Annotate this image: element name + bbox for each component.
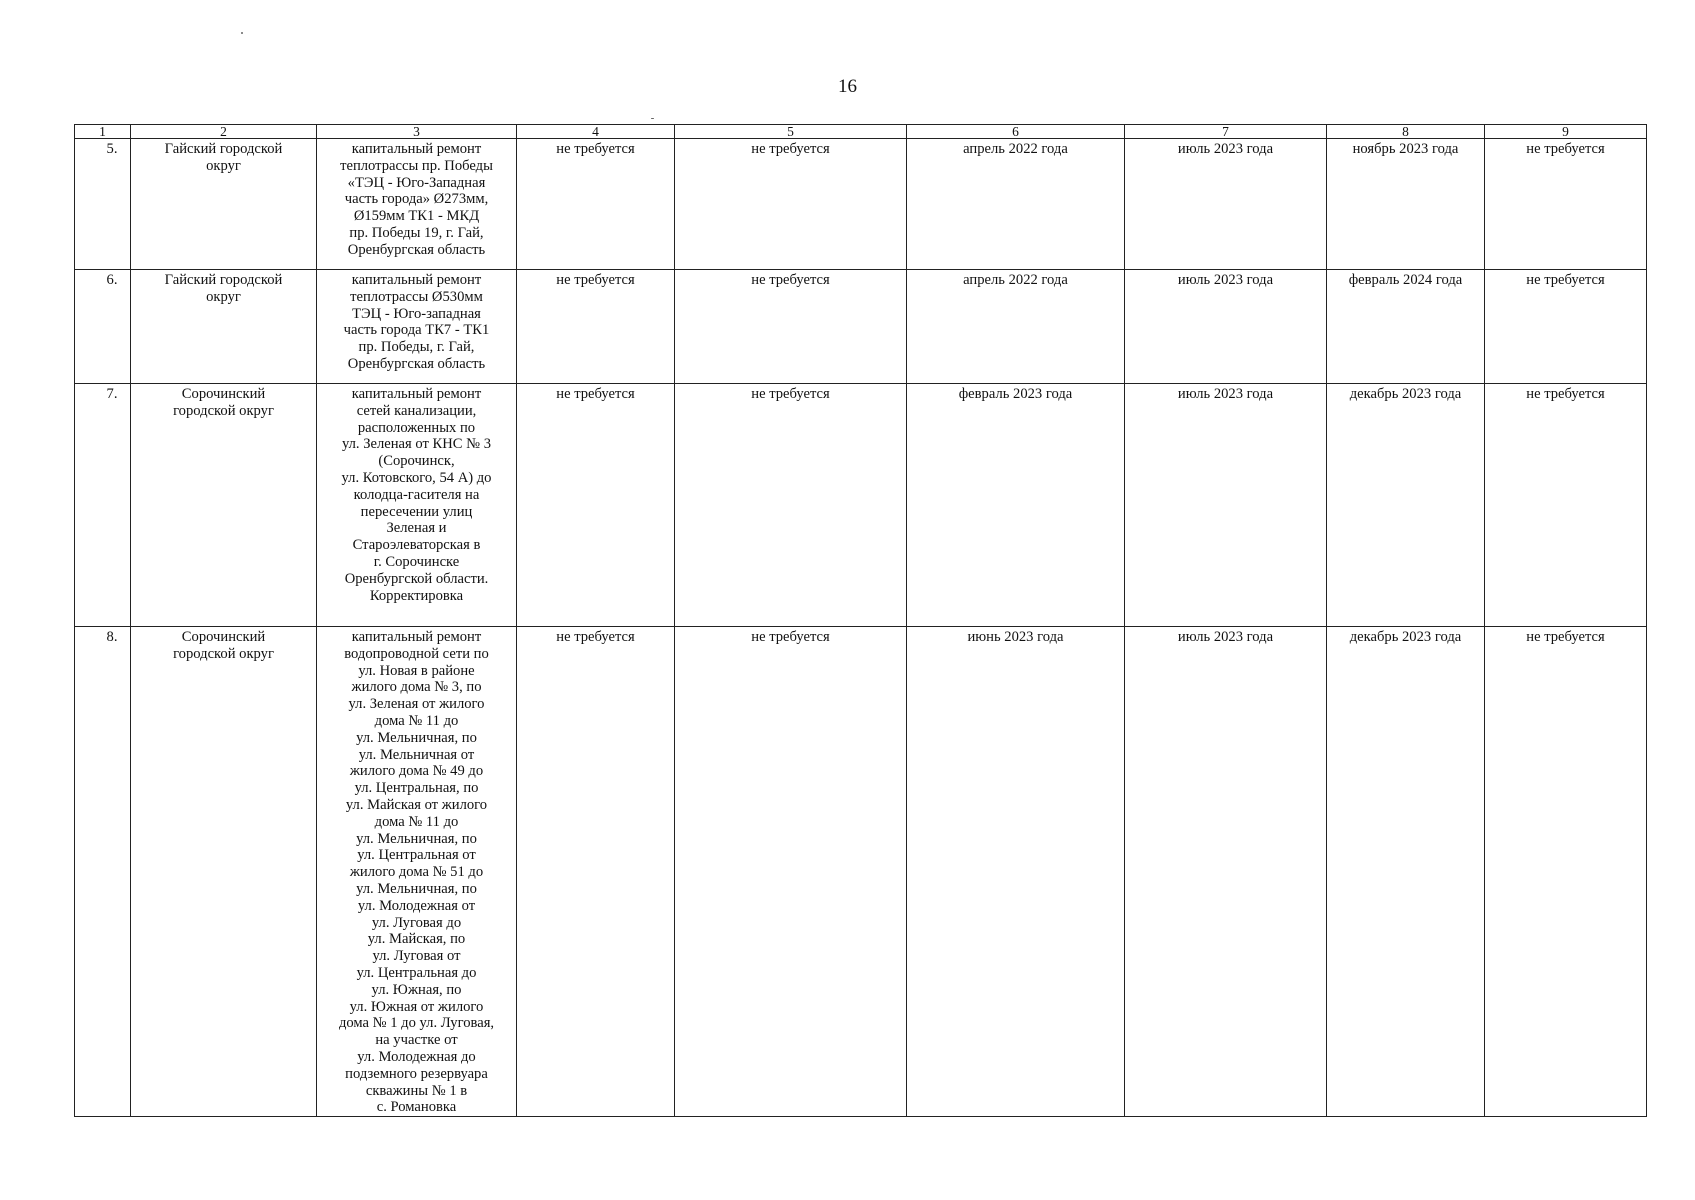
column-number: 7 [1125, 125, 1327, 139]
date-cell: декабрь 2023 года [1327, 627, 1485, 1117]
date-cell: февраль 2024 года [1327, 270, 1485, 384]
column-number: 2 [131, 125, 317, 139]
date-cell: июнь 2023 года [907, 627, 1125, 1117]
column-number: 5 [675, 125, 907, 139]
scan-speck [651, 118, 654, 119]
works-table [74, 124, 1647, 1117]
date-cell: апрель 2022 года [907, 270, 1125, 384]
page-number: 16 [838, 76, 857, 97]
district-cell: Сорочинский городской округ [131, 384, 317, 627]
column-number: 3 [317, 125, 517, 139]
description-cell: капитальный ремонт теплотрассы пр. Победы «ТЭЦ - Юго-Западная часть города» Ø273мм, Ø159мм ТК1 - МКД пр. Победы 19, г. Гай, Оренбургская область [317, 139, 517, 270]
row-number: 7. [75, 384, 131, 627]
column-number: 4 [517, 125, 675, 139]
table-row [75, 627, 1647, 1117]
row-number: 6. [75, 270, 131, 384]
status-cell: не требуется [517, 139, 675, 270]
column-number: 8 [1327, 125, 1485, 139]
table-row [75, 270, 1647, 384]
date-cell: июль 2023 года [1125, 270, 1327, 384]
description-cell: капитальный ремонт сетей канализации, расположенных по ул. Зеленая от КНС № 3 (Сорочинск, ул. Котовского, 54 А) до колодца-гасителя на пересечении улиц Зеленая и Староэлеваторская в г. Сорочинске Оренбургской области. Корректировка [317, 384, 517, 627]
status-cell: не требуется [675, 384, 907, 627]
date-cell: июль 2023 года [1125, 384, 1327, 627]
status-cell: не требуется [1485, 627, 1647, 1117]
district-cell: Гайский городской округ [131, 270, 317, 384]
table-row [75, 139, 1647, 270]
date-cell: июль 2023 года [1125, 627, 1327, 1117]
description-cell: капитальный ремонт водопроводной сети по ул. Новая в районе жилого дома № 3, по ул. Зеленая от жилого дома № 11 до ул. Мельничная, по ул. Мельничная от жилого дома № 49 до ул. Центральная, по ул. Майская от жилого дома № 11 до ул. Мельничная, по ул. Центральная от жилого дома № 51 до ул. Мельничная, по ул. Молодежная от ул. Луговая до ул. Майская, по ул. Луговая от ул. Центральная до ул. Южная, по ул. Южная от жилого дома № 1 до ул. Луговая, на участке от ул. Молодежная до подземного резервуара скважины № 1 в с. Романовка [317, 627, 517, 1117]
status-cell: не требуется [517, 270, 675, 384]
status-cell: не требуется [675, 270, 907, 384]
status-cell: не требуется [675, 627, 907, 1117]
column-number: 1 [75, 125, 131, 139]
column-number-row [75, 125, 1647, 139]
scan-speck [241, 32, 243, 34]
date-cell: декабрь 2023 года [1327, 384, 1485, 627]
date-cell: февраль 2023 года [907, 384, 1125, 627]
status-cell: не требуется [1485, 270, 1647, 384]
description-cell: капитальный ремонт теплотрассы Ø530мм ТЭЦ - Юго-западная часть города ТК7 - ТК1 пр. Победы, г. Гай, Оренбургская область [317, 270, 517, 384]
date-cell: ноябрь 2023 года [1327, 139, 1485, 270]
status-cell: не требуется [675, 139, 907, 270]
column-number: 9 [1485, 125, 1647, 139]
status-cell: не требуется [1485, 384, 1647, 627]
status-cell: не требуется [517, 384, 675, 627]
row-number: 5. [75, 139, 131, 270]
date-cell: июль 2023 года [1125, 139, 1327, 270]
row-number: 8. [75, 627, 131, 1117]
district-cell: Гайский городской округ [131, 139, 317, 270]
table-row [75, 384, 1647, 627]
status-cell: не требуется [1485, 139, 1647, 270]
column-number: 6 [907, 125, 1125, 139]
status-cell: не требуется [517, 627, 675, 1117]
district-cell: Сорочинский городской округ [131, 627, 317, 1117]
date-cell: апрель 2022 года [907, 139, 1125, 270]
